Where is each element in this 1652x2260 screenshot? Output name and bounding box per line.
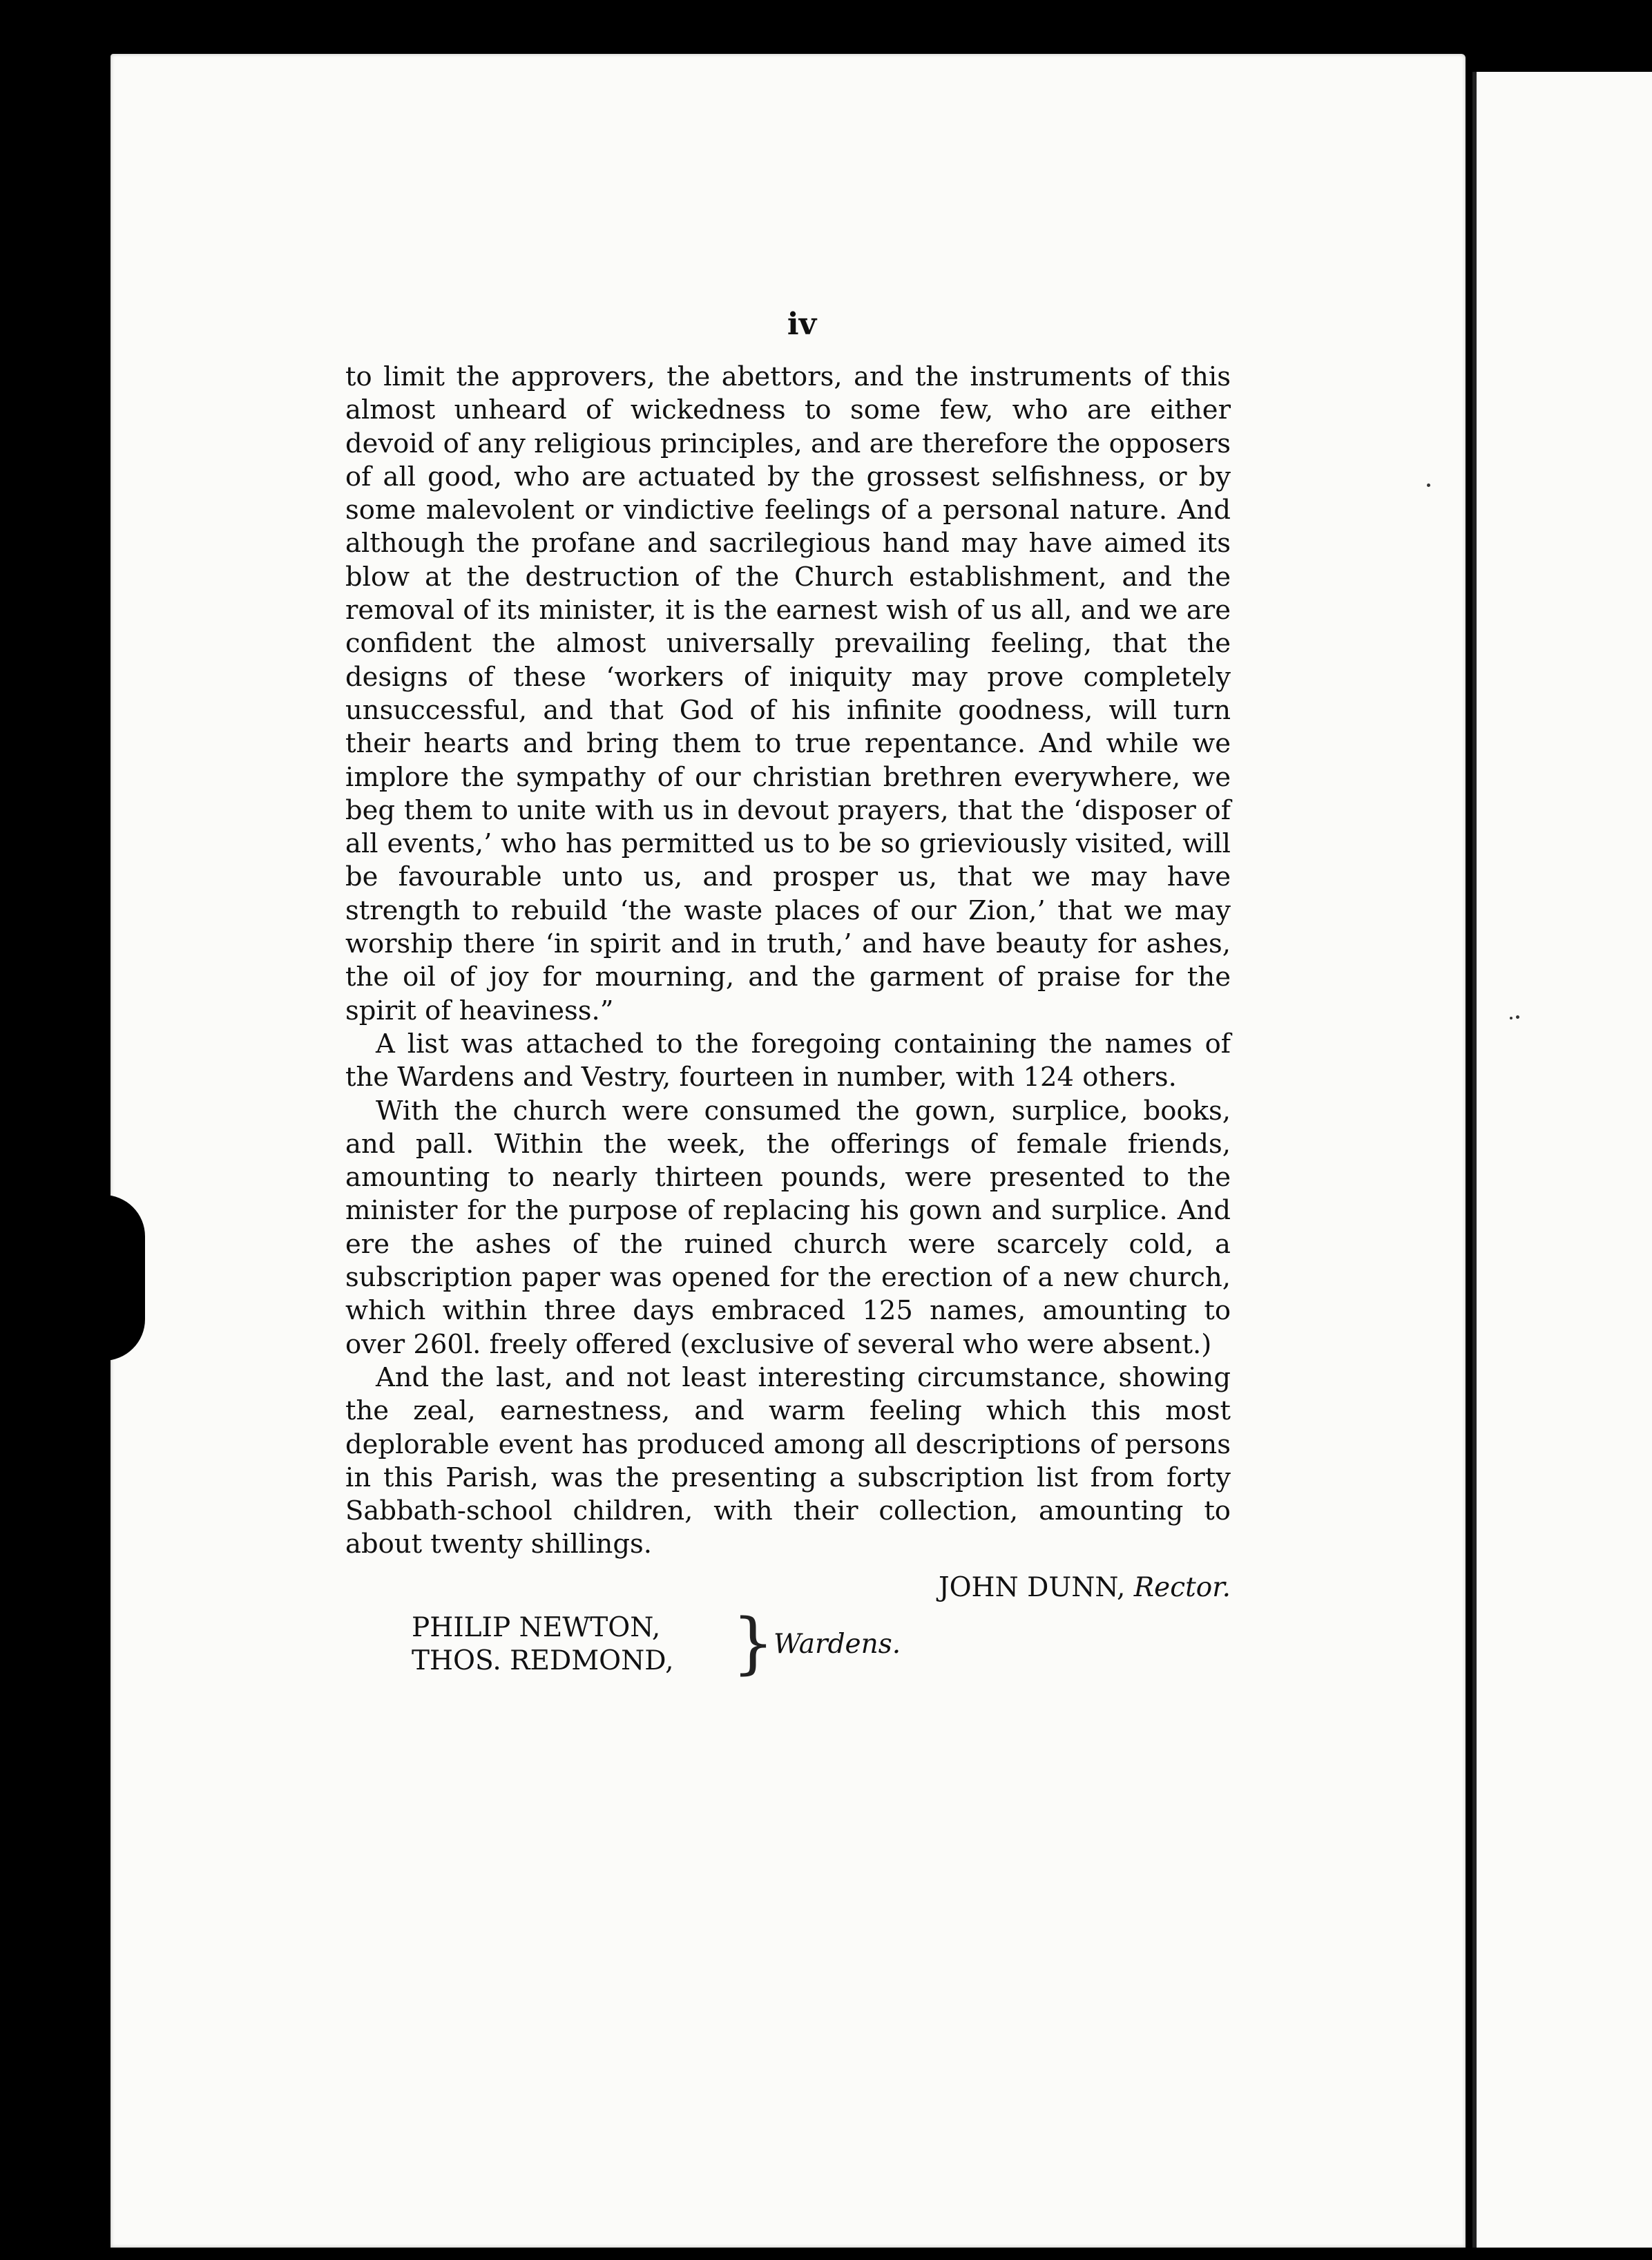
paragraph-sabbath-school: And the last, and not least interesting circumstance, showing the zeal, earnestness, and warm feeling which this most deplorable event has produced among all descriptions of persons in this Parish, was the presenting a subscription list from forty Sabbath-school children, with their collection, amounting to about twenty shillings. — [345, 1361, 1231, 1560]
brace-glyph: } — [732, 1604, 775, 1682]
rector-name: JOHN DUNN, — [938, 1571, 1126, 1603]
paper-speck — [1516, 1015, 1519, 1019]
rector-title: Rector. — [1133, 1571, 1231, 1603]
signature-block — [345, 1571, 1231, 1689]
rector-signature — [939, 1571, 1231, 1605]
paragraph-list-attached: A list was attached to the foregoing containing the names of the Wardens and Vestry, fourteen in number, with 124 others. — [345, 1028, 1231, 1093]
paper-speck — [1427, 483, 1430, 487]
paper-speck — [1510, 1017, 1512, 1019]
paragraph-continuation: to limit the approvers, the abettors, and the instruments of this almost unheard of wickedness to some few, who are either devoid of any religious principles, and are therefore the opposers of all good, who are actuated by the grossest selfishness, or by some malevolent or vindictive feelings of a personal nature. And although the profane and sacrilegious hand may have aimed its blow at the destruction of the Church establishment, and the removal of its minister, it is the earnest wish of us all, and we are confident the almost universally prevailing feeling, that the designs of these ‘workers of iniquity may prove completely unsuccessful, and that God of his infinite goodness, will turn their hearts and bring them to true repentance. And while we implore the sympathy of our christian brethren everywhere, we beg them to unite with us in devout prayers, that the ‘disposer of all events,’ who has permitted us to be so grieviously visited, will be favourable unto us, and prosper us, that we may have strength to rebuild ‘the waste places of our Zion,’ that we may worship there ‘in spirit and in truth,’ and have beauty for ashes, the oil of joy for mourning, and the garment of praise for the spirit of heaviness.” — [345, 361, 1231, 1026]
torn-edge-notch — [104, 1195, 145, 1361]
warden-name: THOS. REDMOND, — [412, 1645, 674, 1676]
paragraph-church-consumed: With the church were consumed the gown, surplice, books, and pall. Within the week, the offerings of female friends, amounting to nearly thirteen pounds, were presented to the minister for the purpose of replacing his gown and surplice. And ere the ashes of the ruined church were scarcely cold, a subscription paper was opened for the erection of a new church, which within three days embraced 125 names, amounting to over 260l. freely offered (exclusive of several who were absent.) — [345, 1095, 1231, 1360]
wardens-names — [412, 1611, 674, 1678]
page-number: iv — [787, 307, 817, 342]
adjacent-page-edge — [1472, 72, 1652, 2248]
wardens-title: Wardens. — [774, 1628, 901, 1660]
warden-name: PHILIP NEWTON, — [412, 1611, 661, 1643]
page-text-block — [345, 304, 1231, 1689]
